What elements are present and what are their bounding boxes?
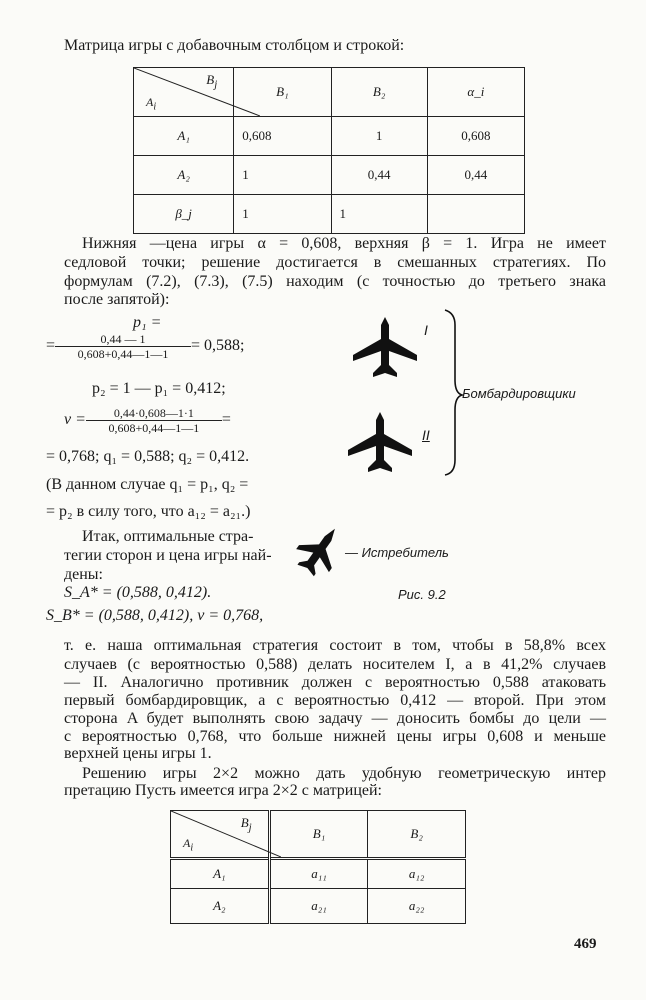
- fraction-denominator: 0,608+0,44—1—1: [77, 346, 169, 361]
- paragraph-2-line: дены:: [64, 566, 103, 583]
- table-cell: 0,44: [427, 156, 524, 195]
- formula-p1-lhs: p₁ =: [133, 314, 162, 331]
- table-cell: 0,608: [427, 117, 524, 156]
- table-row: [134, 156, 525, 195]
- formula-v: [64, 405, 231, 435]
- bomber-1-icon: [353, 317, 417, 377]
- table-cell: 1: [331, 117, 427, 156]
- bomber-2-icon: [348, 412, 412, 472]
- row-header-symbol: A: [183, 835, 191, 850]
- table1-caption: Матрица игры с добавочным столбцом и строкой:: [64, 37, 405, 54]
- row-header-sub: i: [153, 101, 157, 112]
- strategy-sb: S_B* = (0,588, 0,412), v = 0,768,: [46, 607, 264, 624]
- row-header-sub: i: [190, 842, 194, 853]
- row-label: A₂: [134, 156, 234, 195]
- table-cell: a₁₂: [368, 859, 466, 889]
- table-cell: 1: [331, 195, 427, 234]
- bomber-2-label: II: [422, 427, 430, 443]
- payoff-table-extended: [133, 67, 525, 234]
- fighter-icon: [290, 517, 351, 582]
- table-row: [134, 195, 525, 234]
- col-header-b2: B₂: [331, 68, 427, 117]
- paragraph-3-line: — II. Аналогично противник должен с вероятностью 0,588 атаковать: [64, 674, 606, 691]
- table-cell: a₂₂: [368, 889, 466, 924]
- col-header-symbol: B: [206, 72, 215, 87]
- fraction-numerator: 0,44 — 1: [55, 332, 191, 347]
- paragraph-3-line: случаев (с вероятностью 0,588) делать носителем I, а в 41,2% случаев: [64, 656, 606, 673]
- paragraph-4-line: Решению игры 2×2 можно дать удобную геометрическую интер: [82, 765, 606, 782]
- row-label: A₁: [134, 117, 234, 156]
- table-cell: a₂₁: [269, 889, 368, 924]
- formula-note-1: (В данном случае q₁ = p₁, q₂ =: [46, 476, 249, 493]
- bomber-1-label: I: [424, 322, 428, 338]
- page-number: 469: [574, 936, 597, 952]
- row-label: β_j: [134, 195, 234, 234]
- formula-p2: p₂ = 1 — p₁ = 0,412;: [92, 380, 226, 397]
- col-header-b1: B₁: [269, 811, 368, 859]
- formula-v-rhs: =: [221, 411, 231, 428]
- table-cell: 0,608: [234, 117, 331, 156]
- formula-note-2: = p₂ в силу того, что a₁₂ = a₂₁.): [46, 503, 251, 520]
- table-row: [171, 859, 466, 889]
- figure-9-2: [290, 305, 610, 595]
- corner-cell: [134, 68, 234, 117]
- strategy-sa: S_A* = (0,588, 0,412).: [64, 584, 212, 601]
- table-row: [134, 117, 525, 156]
- table-cell: 1: [234, 195, 331, 234]
- table-cell: 0,44: [331, 156, 427, 195]
- table-cell: [427, 195, 524, 234]
- paragraph-4-line: претацию Пусть имеется игра 2×2 с матрицей:: [64, 782, 382, 799]
- bombers-brace: [445, 310, 462, 475]
- bombers-label: Бомбардировщики: [462, 386, 576, 401]
- table-row: [171, 889, 466, 924]
- paragraph-1-line: формулам (7.2), (7.3), (7.5) находим (с точностью до третьего знака: [64, 273, 606, 290]
- paragraph-2-line: тегии сторон и цена игры най-: [64, 547, 272, 564]
- row-header-symbol: A: [146, 94, 154, 109]
- paragraph-3-line: сторона A будет выполнять свою задачу — доносить бомбы до цели —: [64, 710, 606, 727]
- fraction-numerator: 0,44·0,608—1·1: [86, 406, 222, 421]
- col-header-b1: B₁: [234, 68, 331, 117]
- table-cell: a₁₁: [269, 859, 368, 889]
- col-header-b2: B₂: [368, 811, 466, 859]
- fraction-denominator: 0,608+0,44—1—1: [108, 420, 200, 435]
- paragraph-1-line: Нижняя —цена игры α = 0,608, верхняя β = 1. Игра не имеет: [82, 235, 606, 252]
- payoff-table-2x2: [170, 810, 466, 924]
- col-header-alpha: α_i: [427, 68, 524, 117]
- col-header-sub: j: [248, 821, 252, 834]
- paragraph-1-line: после запятой):: [64, 291, 170, 308]
- table-cell: 1: [234, 156, 331, 195]
- col-header-sub: j: [214, 78, 218, 91]
- paragraph-3-line: верхней цены игры 1.: [64, 745, 212, 762]
- row-label: A₁: [171, 859, 270, 889]
- fighter-label: — Истребитель: [345, 545, 449, 560]
- paragraph-1-line: седловой точки; решение достигается в смешанных стратегиях. По: [64, 254, 606, 271]
- paragraph-2-line: Итак, оптимальные стра-: [82, 528, 254, 545]
- corner-cell: [171, 811, 270, 859]
- figure-caption: Рис. 9.2: [398, 587, 446, 602]
- formula-v-lhs: v =: [64, 411, 86, 428]
- paragraph-3-line: первый бомбардировщик, а с вероятностью 0,412 — второй. При этом: [64, 692, 606, 709]
- row-label: A₂: [171, 889, 270, 924]
- formula-p1: = $\frac{0,44 — 1}{0,608+0,44—1—1}$ = 0,588;: [46, 331, 245, 361]
- col-header-symbol: B: [240, 815, 249, 830]
- paragraph-3-line: т. е. наша оптимальная стратегия состоит в том, чтобы в 58,8% всех: [64, 637, 606, 654]
- formula-p1-value: = 0,588;: [191, 337, 245, 354]
- formula-results: = 0,768; q₁ = 0,588; q₂ = 0,412.: [46, 448, 250, 465]
- paragraph-3-line: с вероятностью 0,768, что больше нижней цены игры 0,608 и меньше: [64, 728, 606, 745]
